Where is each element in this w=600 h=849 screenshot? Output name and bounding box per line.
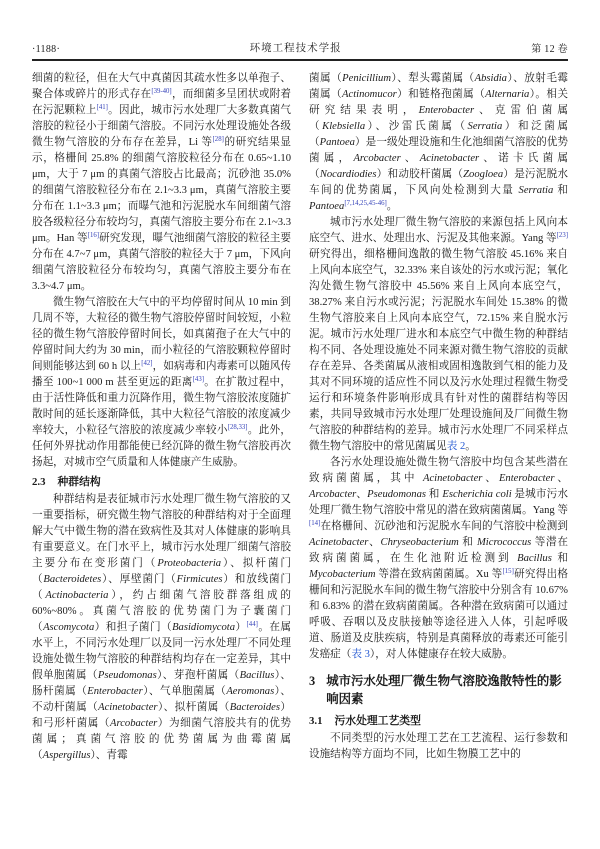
text-segment: Chryseobacterium [380, 537, 459, 548]
text-segment: 。此外，任何外界扰动作用都能使已经沉降的微生物气溶胶再次扬起，对城市空气质量和人体健康产生威胁。 [32, 425, 292, 468]
text-segment: ）、气单胞菌属（ [142, 686, 227, 697]
text-segment: 等潜在致病菌菌属。Xu 等 [375, 569, 503, 580]
text-segment: Ascomycota [43, 622, 95, 633]
text-segment: ）、厚壁菌门（ [101, 574, 177, 585]
citation-link[interactable]: [14] [309, 520, 321, 527]
text-segment: Bacillus [239, 670, 275, 681]
citation-link[interactable]: [28] [212, 136, 224, 143]
text-segment: ）和担子菌门（ [94, 622, 173, 633]
text-segment: ）、不动杆菌属（ [32, 686, 292, 713]
text-segment: Proteobacteria [157, 558, 222, 569]
text-segment: ）。相关研究结果表明， [309, 89, 569, 116]
text-segment: Escherichia coli [442, 489, 512, 500]
citation-link[interactable]: [7,14,25,45-46] [344, 200, 387, 207]
heading-text: 种群结构 [57, 476, 101, 488]
text-segment: ）、放射毛霉菌属（ [309, 73, 569, 100]
citation-link[interactable]: [43] [192, 376, 204, 383]
citation-link[interactable]: [44] [246, 621, 258, 628]
text-segment: Absidia [474, 73, 507, 84]
heading-text: 污水处理工艺类型 [334, 715, 421, 727]
text-segment: ）、青霉 [90, 750, 128, 761]
text-segment: ）、肠杆菌属（ [32, 670, 291, 697]
text-segment: 等潜在致病菌菌属，在生化池附近检测到 [309, 537, 568, 564]
text-segment: Bacteroidetes [43, 574, 102, 585]
text-segment: Acinetobacter [423, 473, 483, 484]
text-segment: Enterobacter [418, 105, 475, 116]
citation-link[interactable]: [16] [87, 232, 100, 239]
text-segment: Enterobacter [87, 686, 143, 697]
text-segment: ）、拟杆菌属（ [157, 702, 230, 713]
text-segment: Basidiomycota [172, 622, 236, 633]
text-segment: 研究得出，细格栅间逸散的微生物气溶胶 45.16% 来自上风向本底空气，32.33% 来自该处的污水或污泥；氧化沟处微生物气溶胶中 45.56% 来自上风向本底空气，38.27% 来自污水或污泥；污泥脱水车间处 15.38% 的微生物气溶胶来自上风向本底空气，72.15% 来自脱水污泥。城市污水处理厂进水和本底空气中微生物的种群结构不同、各处理设施处不同来源对微生物气溶胶的贡献存在差异、各类菌属从液相或固相逸散到气相的能力及其对不同环境的适应性不同以及污水处理过程微生物受运行和环境条件影响形成具有针对性的菌群结构等因素，共同导致城市污水处理厂处理设施间及厂间微生物气溶胶的种群结构的差异。城市污水处理厂不同采样点微生物气溶胶中的常见菌属见 [309, 249, 568, 452]
heading-number: 2.3 [32, 476, 46, 488]
text-segment: 、 [400, 153, 420, 164]
text-segment: 。 [465, 441, 476, 452]
text-segment: 和 [551, 553, 568, 564]
text-segment: 和 [553, 185, 568, 196]
subsection-heading [32, 474, 291, 490]
page-header [32, 0, 568, 61]
text-segment: Serratia [518, 185, 554, 196]
text-segment: ）、沙雷氏菌属（ [365, 121, 468, 132]
text-segment: Serratia [467, 121, 503, 132]
text-segment: 。在属水平上，不同污水处理厂以及同一污水处理厂不同处理设施处微生物气溶胶的种群结构均存在一定差异，其中假单胞菌属（ [32, 622, 292, 681]
text-segment: ）和链格孢菌属（ [396, 89, 486, 100]
text-segment: ）和放线菌门（ [32, 574, 292, 601]
left-column [32, 71, 291, 764]
citation-link[interactable]: [15] [502, 568, 514, 575]
citation-link[interactable]: [41] [96, 104, 108, 111]
text-segment: 。在扩散过程中，由于活性降低和重力沉降作用，微生物气溶胶浓度随扩散时间的延长逐渐降低，其中大粒径气溶胶的浓度减少率较大，小粒径气溶胶的浓度减少率较小 [32, 377, 291, 436]
text-segment: 、克雷伯菌属（ [309, 105, 569, 132]
text-segment: Acinetobacter [98, 702, 158, 713]
citation-link[interactable]: [42] [141, 360, 153, 367]
text-segment: Micrococcus [476, 537, 532, 548]
text-segment: Acinetobacter [419, 153, 480, 164]
text-segment: ，而细菌多呈团状或附着在污泥颗粒上 [32, 89, 292, 116]
text-segment: 研究得出格栅间和污泥脱水车间的微生物气溶胶中分别含有 10.67% 和 6.83% 的潜在致病菌菌属。各种潜在致病菌可以通过呼吸、吞咽以及皮肤接触等途径进入人体，引起呼吸道、肠道及皮肤疾病，特别是真菌释放的毒素还可能引发癌症（ [309, 569, 568, 660]
paragraph [32, 71, 291, 295]
heading-number: 3.1 [309, 715, 323, 727]
text-segment: ） [235, 622, 247, 633]
paragraph [309, 455, 568, 663]
volume-label: 第 12 卷 [531, 44, 568, 55]
text-segment: Mycobacterium [309, 569, 376, 580]
text-segment: 不同类型的污水处理工艺在工艺流程、运行参数和设施结构等方面均不同，比如生物膜工艺中的 [309, 733, 568, 760]
text-segment: ）、拟杆菌门（ [32, 558, 291, 585]
text-segment: Pantoea [309, 201, 345, 212]
text-segment: Zoogloea [463, 169, 504, 180]
text-segment: Arcobacter [309, 489, 357, 500]
text-segment: ，如病毒和内毒素可以随风传播至 100~1 000 m 甚至更远的距离 [32, 361, 292, 388]
text-segment: Actinomucor [342, 89, 397, 100]
heading-text: 城市污水处理厂微生物气溶胶逸散特性的影响因素 [326, 674, 562, 706]
text-segment: 、 [356, 489, 368, 500]
journal-title: 环境工程技术学报 [249, 43, 342, 54]
paragraph [309, 71, 568, 215]
text-segment: 各污水处理设施处微生物气溶胶中均包含某些潜在致病菌菌属，其中 [309, 457, 568, 484]
text-segment: Penicillium [342, 73, 392, 84]
text-segment: ）和泛菌属（ [309, 121, 569, 148]
text-segment: 在格栅间、沉砂池和污泥脱水车间的气溶胶中检测到 [320, 521, 568, 532]
text-segment: Bacteroides [229, 702, 280, 713]
table-link[interactable]: 表 2 [446, 441, 466, 452]
text-segment: 、 [554, 473, 569, 484]
text-segment: Firmicutes [176, 574, 223, 585]
text-segment: ）、芽孢杆菌属（ [156, 670, 240, 681]
text-segment: 。 [386, 201, 398, 212]
text-segment: ）和弓形杆菌属（ [32, 702, 292, 729]
citation-link[interactable]: [23] [556, 232, 568, 239]
text-segment: Pseudomonas [97, 670, 157, 681]
page-number: ·1188· [32, 44, 61, 55]
heading-number: 3 [309, 674, 316, 688]
text-segment: 、 [482, 473, 499, 484]
text-segment: Bacillus [517, 553, 552, 564]
text-segment: ）是污泥脱水车间的优势菌属，下风向处检测到大量 [309, 169, 569, 196]
text-segment: 和 [426, 489, 443, 500]
text-segment: 细菌的粒径，但在大气中真菌因其疏水性多以单孢子、聚合体或碎片的形式存在 [32, 73, 291, 100]
text-segment: 的研究结果显示，格栅间 25.8% 的细菌气溶胶粒径分布在 0.65~1.10 μm，大于 7 μm 的真菌气溶胶占比最高；沉砂池 35.0% 的细菌气溶胶粒径分布在 2.1~3.3 μm，真菌气溶胶主要分布在 1.1~3.3 μm；而曝气池和污泥脱水车间细菌气溶胶各级粒径分布较均匀，真菌气溶胶主要分布在 2.1~3.3 μm。Han 等 [32, 137, 292, 244]
text-segment: Pseudomonas [367, 489, 427, 500]
text-segment: 。因此，城市污水处理厂大多数真菌气溶胶的粒径小于细菌气溶胶。不同污水处理设施处各级微生物气溶胶的分布存在差异，Li 等 [32, 105, 292, 148]
text-segment: ）为细菌气溶胶共有的优势菌属；真菌气溶胶的优势菌属为曲霉菌属（ [32, 718, 292, 761]
text-segment: Alternaria [485, 89, 530, 100]
citation-link[interactable]: [39-40] [151, 88, 172, 95]
text-segment: 、诺卡氏菌属（ [309, 153, 569, 180]
text-segment: ）是一级处理设施和生化池细菌气溶胶的优势菌属， [309, 137, 569, 164]
table-link[interactable]: 表 3 [351, 649, 370, 660]
text-segment: ），对人体健康存在较大威胁。 [369, 649, 513, 660]
text-segment: 是城市污水处理厂微生物气溶胶中常见的潜在致病菌菌属。Yang 等 [309, 489, 568, 516]
section-heading [309, 673, 568, 708]
text-segment: 菌属（ [309, 73, 343, 84]
text-segment: Aspergillus [42, 750, 91, 761]
paragraph [309, 215, 568, 455]
text-segment: ），约占细菌气溶胶群落组成的 60%~80%。真菌气溶胶的优势菌门为子囊菌门（ [32, 590, 291, 633]
right-column [309, 71, 568, 764]
paragraph [32, 295, 291, 471]
text-segment: Klebsiella [322, 121, 366, 132]
paragraph [309, 731, 568, 763]
text-segment: Arcobacter [110, 718, 158, 729]
two-column-body [0, 61, 600, 764]
text-segment: 城市污水处理厂微生物气溶胶的来源包括上风向本底空气、进水、处理出水、污泥及其他来源。Yang 等 [309, 217, 568, 244]
text-segment: Acinetobacter [309, 537, 369, 548]
text-segment: ）、犁头霉菌属（ [391, 73, 475, 84]
text-segment: ）和动胶杆菌属（ [376, 169, 464, 180]
text-segment: 、 [368, 537, 381, 548]
text-segment: 和 [458, 537, 477, 548]
text-segment: Aeromonas [226, 686, 275, 697]
text-segment: Enterobacter [498, 473, 555, 484]
text-segment: 种群结构是表征城市污水处理厂微生物气溶胶的又一重要指标，研究微生物气溶胶的种群结构对于全面理解大气中微生物的潜在致病性及其对人体健康的影响具有重要意义。在门水平上，城市污水处理厂细菌气溶胶主要分布在变形菌门（ [32, 494, 291, 569]
text-segment: Pantoea [319, 137, 355, 148]
text-segment: Actinobacteria [45, 590, 109, 601]
citation-link[interactable]: [28,33] [227, 424, 248, 431]
paragraph [32, 492, 291, 764]
text-segment: Nocardiodies [319, 169, 377, 180]
text-segment: 研究发现，曝气池细菌气溶胶的粒径主要分布在 4.7~7 μm，真菌气溶胶的粒径大于 7 μm，下风向细菌气溶胶粒径分布较均匀，真菌气溶胶主要分布在 3.3~4.7 μm。 [32, 233, 292, 292]
text-segment: 微生物气溶胶在大气中的平均停留时间从 10 min 到几周不等，大粒径的微生物气溶胶停留时间较短，小粒径的微生物气溶胶停留时间长，如真菌孢子在大气中的停留时间大约为 30 min，而小粒径的气溶胶颗粒停留时间则能够达到 60 h 以上 [32, 297, 291, 372]
text-segment: Arcobacter [353, 153, 401, 164]
subsection-heading [309, 713, 568, 729]
